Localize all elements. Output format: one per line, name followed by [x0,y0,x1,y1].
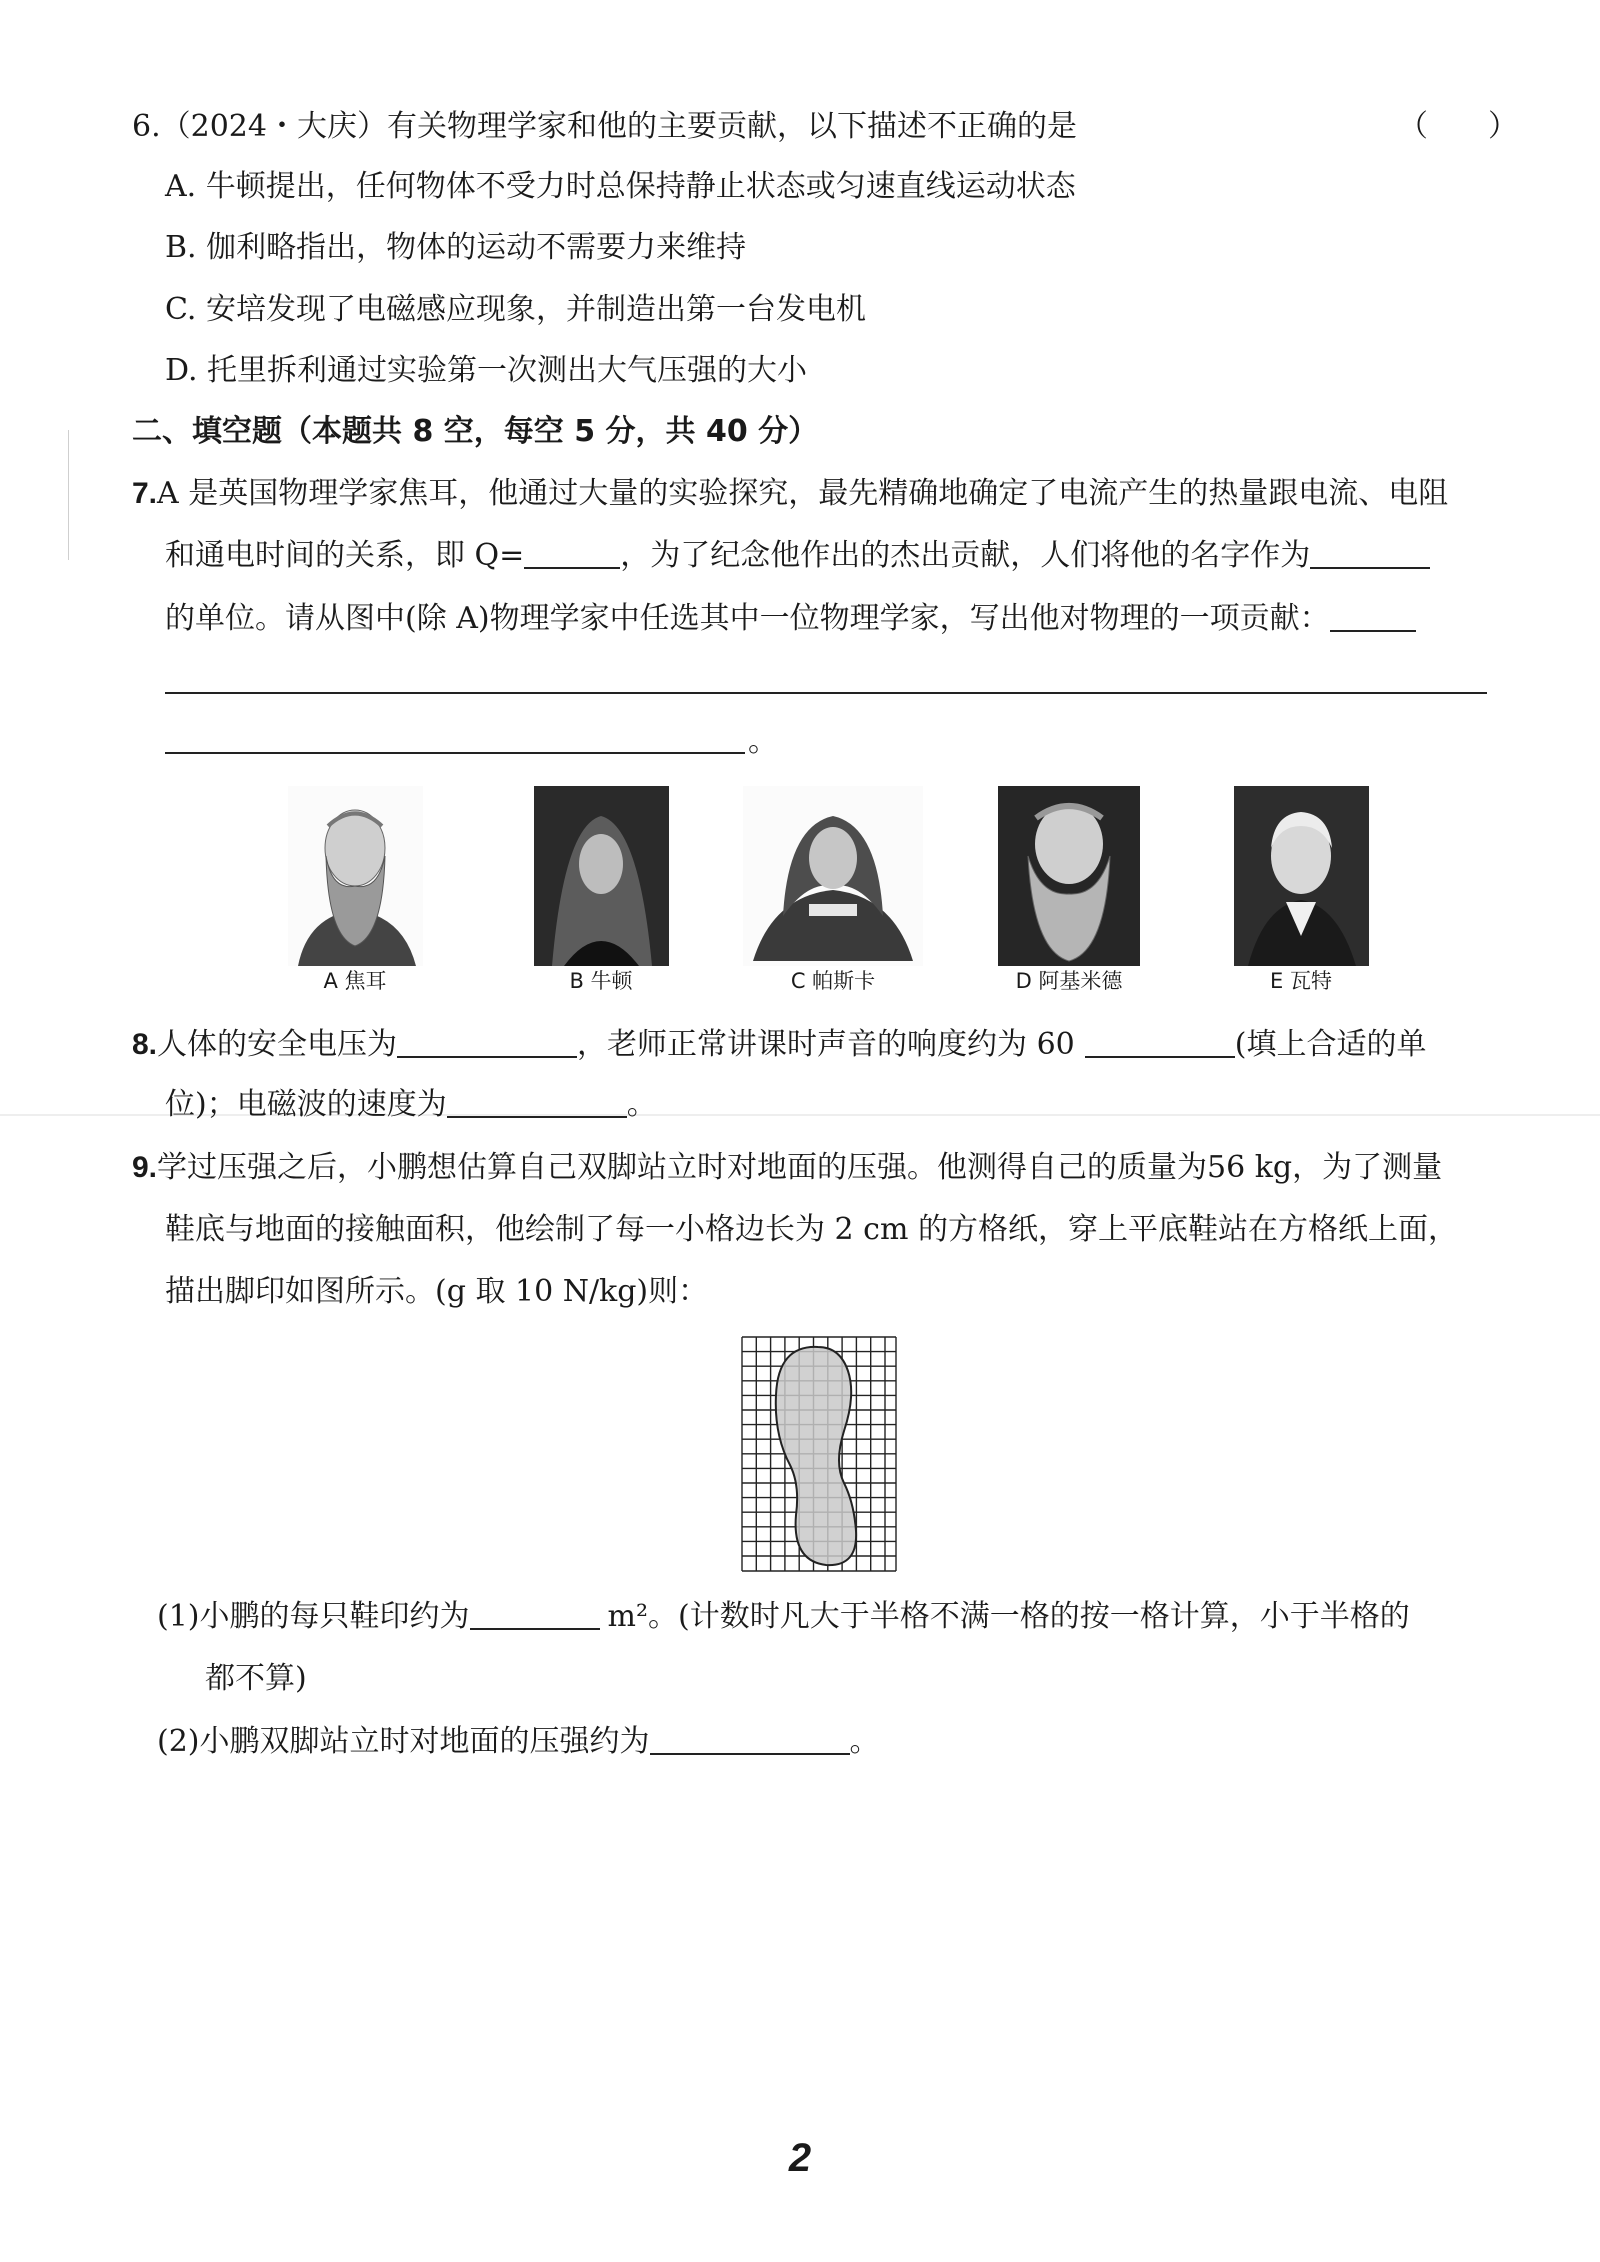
portrait-archimedes [998,786,1140,966]
q9-sub2b-text: 。 [849,1724,880,1759]
q7-line1-text: A 是英国物理学家焦耳，他通过大量的实验探究，最先精确地确定了电流产生的热量跟电流、电阻 [157,476,1449,511]
archimedes-bust-icon [998,786,1140,966]
q7-contribution-answer-line[interactable] [165,692,1487,694]
q6-option-d[interactable]: D. 托里拆利通过实验第一次测出大气压强的大小 [165,353,808,388]
q7-end-mark: 。 [748,724,778,759]
q8-loudness-unit-blank[interactable] [1085,1026,1235,1058]
q7-contribution-blank-start[interactable] [1330,600,1416,632]
q7-line1 [132,474,1448,514]
q7-line2a-text: 和通电时间的关系，即 Q= [165,538,525,573]
footprint-shape [776,1347,856,1565]
q8-number: 8. [132,1028,158,1061]
q9-shoe-area-blank[interactable] [470,1598,600,1630]
q9-line2: 鞋底与地面的接触面积，他绘制了每一小格边长为 2 cm 的方格纸，穿上平底鞋站在方格纸上面， [165,1212,1458,1247]
watt-portrait-icon [1234,786,1369,966]
caption-a: A 焦耳 [323,969,387,993]
footprint-grid-figure [740,1335,898,1573]
q6-option-b[interactable]: B. 伽利略指出，物体的运动不需要力来维持 [165,230,747,265]
q7-number: 7. [132,477,158,510]
q9-sub2a-text: (2)小鹏双脚站立时对地面的压强约为 [157,1724,650,1759]
q7-formula-blank[interactable] [524,537,620,569]
q9-sub1a-text: (1)小鹏的每只鞋印约为 [157,1599,470,1634]
q6-stem [132,107,1077,147]
q9-line1 [132,1148,1442,1188]
q9-sub2-line [157,1722,880,1762]
caption-b: B 牛顿 [569,969,633,993]
q7-line3-text: 的单位。请从图中(除 A)物理学家中任选其中一位物理学家，写出他对物理的一项贡献： [165,601,1330,636]
q8-line1b-text: ，老师正常讲课时声音的响度约为 60 [577,1027,1075,1062]
q7-line2b-text: ，为了纪念他作出的杰出贡献，人们将他的名字作为 [620,538,1311,573]
binding-margin-line [68,430,69,560]
q8-line2 [165,1085,657,1125]
q7-contribution-answer-line-2[interactable] [165,752,745,754]
q6-option-a[interactable]: A. 牛顿提出，任何物体不受力时总保持静止状态或匀速直线运动状态 [165,169,1076,204]
q7-line3 [165,599,1416,639]
newton-portrait-icon [534,786,669,966]
q9-sub1-line1 [157,1597,1410,1637]
pascal-portrait-icon [743,786,923,966]
q9-sub1b-text: 。(计数时凡大于半格不满一格的按一格计算，小于半格的 [647,1599,1410,1634]
q6-option-c[interactable]: C. 安培发现了电磁感应现象，并制造出第一台发电机 [165,292,866,327]
q8-line1a-text: 人体的安全电压为 [157,1027,398,1062]
q9-area-unit: m² [607,1599,648,1634]
portrait-watt [1234,786,1369,966]
q8-safe-voltage-blank[interactable] [397,1026,577,1058]
q7-line2 [165,536,1430,576]
q9-sub1-line2: 都不算) [205,1661,307,1696]
q8-line1c-text: (填上合适的单 [1234,1027,1427,1062]
q8-em-wave-speed-blank[interactable] [447,1086,627,1118]
portrait-pascal [743,786,923,966]
portrait-joule [288,786,423,966]
section-title: 二、填空题（本题共 8 空，每空 5 分，共 40 分） [132,414,819,449]
portrait-newton [534,786,669,966]
q6-stem-text: 6.（2024・大庆）有关物理学家和他的主要贡献，以下描述不正确的是 [132,109,1077,144]
bearded-man-icon [288,786,423,966]
q9-number: 9. [132,1151,158,1184]
q8-line2a-text: 位)；电磁波的速度为 [165,1087,447,1122]
q9-pressure-blank[interactable] [650,1723,850,1755]
q8-line2b-text: 。 [626,1087,657,1122]
q8-line1 [132,1025,1426,1065]
q9-line1-text: 学过压强之后，小鹏想估算自己双脚站立时对地面的压强。他测得自己的质量为56 kg，为了测量 [157,1150,1443,1185]
page-number: 2 [788,2136,812,2180]
caption-e: E 瓦特 [1270,969,1332,993]
q7-unit-blank[interactable] [1310,537,1430,569]
caption-d: D 阿基米德 [1015,969,1123,993]
caption-c: C 帕斯卡 [790,969,876,993]
q6-answer-paren[interactable]: （ ） [1398,109,1518,144]
q9-line3: 描出脚印如图所示。(g 取 10 N/kg)则： [165,1274,709,1309]
